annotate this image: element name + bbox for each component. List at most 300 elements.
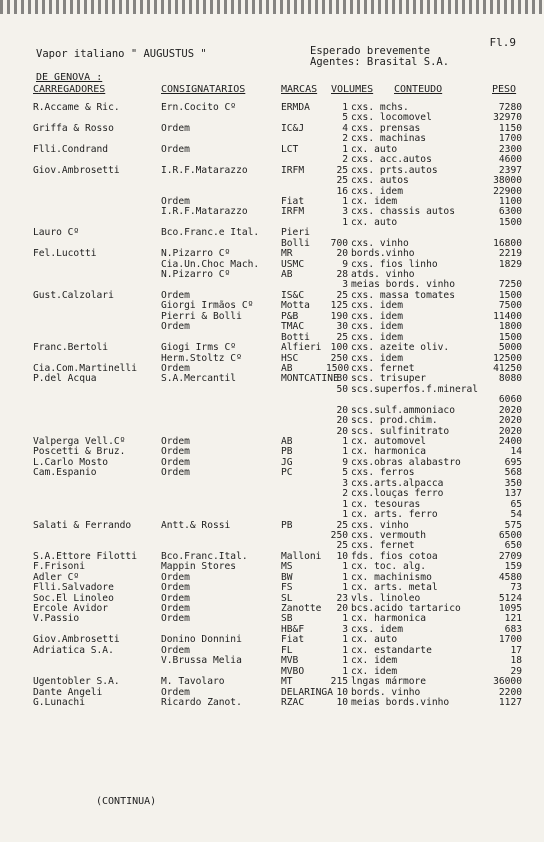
consignee-cell: S.A.Mercantil bbox=[161, 373, 237, 385]
table-row bbox=[0, 218, 544, 228]
contents-cell: cxs. prts.autos bbox=[351, 164, 438, 176]
weight-cell: 1127 bbox=[498, 696, 522, 708]
volume-cell: 3 bbox=[342, 477, 348, 489]
weight-cell: 650 bbox=[504, 540, 522, 552]
table-row bbox=[0, 270, 544, 280]
table-row bbox=[0, 228, 544, 238]
consignee-cell: Ordem bbox=[161, 467, 190, 479]
weight-cell: 54 bbox=[510, 509, 522, 521]
table-row bbox=[0, 521, 544, 531]
mark-cell: IRFM bbox=[281, 206, 305, 218]
table-row bbox=[0, 479, 544, 489]
contents-cell: cxs. machinas bbox=[351, 133, 427, 145]
table-row bbox=[0, 312, 544, 322]
consignor-cell: Ugentobler S.A. bbox=[33, 676, 120, 688]
contents-cell: cxs. chassis autos bbox=[351, 206, 455, 218]
consignor-cell: G.Lunachi bbox=[33, 696, 85, 708]
contents-cell: cxs.arts.alpacca bbox=[351, 477, 444, 489]
volume-cell: 125 bbox=[330, 300, 348, 312]
contents-cell: cx. toc. alg. bbox=[351, 561, 427, 573]
volume-cell: 25 bbox=[336, 164, 348, 176]
mark-cell: Zanotte bbox=[281, 603, 322, 614]
consignee-cell: Ordem bbox=[161, 446, 190, 458]
contents-cell: cxs. vinho bbox=[351, 519, 409, 531]
table-row bbox=[0, 614, 544, 624]
consignee-cell: Ordem bbox=[161, 686, 190, 698]
header-volumes: VOLUMES bbox=[331, 84, 374, 95]
volume-cell: 190 bbox=[330, 310, 348, 322]
volume-cell: 5 bbox=[342, 467, 348, 479]
weight-cell: 2300 bbox=[498, 143, 522, 155]
mark-cell: P&B bbox=[281, 310, 299, 322]
consignee-cell: Ordem bbox=[161, 644, 190, 656]
mark-cell: Alfieri bbox=[281, 342, 322, 354]
weight-cell: 8080 bbox=[498, 373, 522, 385]
contents-cell: cx. idem bbox=[351, 655, 398, 667]
volume-cell: 1 bbox=[342, 644, 348, 656]
volume-cell: 10 bbox=[336, 550, 348, 562]
consignee-cell: Herm.Stoltz Cº bbox=[161, 352, 242, 364]
table-row bbox=[0, 510, 544, 520]
mark-cell: ERMDA bbox=[281, 102, 310, 113]
weight-cell: 6300 bbox=[498, 206, 522, 218]
mark-cell: IRFM bbox=[281, 164, 305, 176]
weight-cell: 695 bbox=[504, 456, 522, 468]
weight-cell: 2020 bbox=[498, 415, 522, 427]
page-edge-scan-noise bbox=[0, 0, 544, 14]
volume-cell: 10 bbox=[336, 696, 348, 708]
table-row bbox=[0, 406, 544, 416]
mark-cell: IS&C bbox=[281, 289, 305, 301]
weight-cell: 41250 bbox=[493, 362, 522, 374]
header-contents: CONTEUDO bbox=[394, 84, 443, 95]
volume-cell: 3 bbox=[342, 206, 348, 218]
volume-cell: 3 bbox=[342, 623, 348, 635]
table-row bbox=[0, 489, 544, 499]
consignor-cell: Lauro Cº bbox=[33, 227, 80, 239]
consignor-cell: Adriatica S.A. bbox=[33, 644, 114, 656]
volume-cell: 10 bbox=[336, 686, 348, 698]
mark-cell: Motta bbox=[281, 300, 310, 312]
volume-cell: 100 bbox=[330, 342, 348, 354]
volume-cell: 9 bbox=[342, 456, 348, 468]
consignee-cell: Giorgi Irmãos Cº bbox=[161, 300, 254, 312]
volume-cell: 1 bbox=[342, 665, 348, 677]
weight-cell: 65 bbox=[510, 498, 522, 510]
table-row bbox=[0, 385, 544, 395]
mark-cell: IC&J bbox=[281, 122, 305, 134]
mark-cell: BW bbox=[281, 571, 293, 583]
volume-cell: 1 bbox=[342, 655, 348, 667]
consignee-cell: Cia.Un.Choc Mach. bbox=[161, 258, 260, 270]
origin-port: DE GENOVA : bbox=[36, 72, 103, 83]
consignor-cell: Adler Cº bbox=[33, 571, 80, 583]
volume-cell: 1 bbox=[342, 446, 348, 458]
consignee-cell: Ordem bbox=[161, 289, 190, 301]
consignee-cell: Ordem bbox=[161, 436, 190, 447]
weight-cell: 1095 bbox=[498, 603, 522, 614]
table-row bbox=[0, 677, 544, 687]
weight-cell: 1100 bbox=[498, 195, 522, 207]
contents-cell: cx. harmonica bbox=[351, 446, 427, 458]
contents-cell: fds. fios cotoa bbox=[351, 550, 438, 562]
weight-cell: 7250 bbox=[498, 279, 522, 291]
weight-cell: 121 bbox=[504, 613, 522, 625]
contents-cell: bords.vinho bbox=[351, 248, 415, 260]
table-row bbox=[0, 103, 544, 113]
weight-cell: 1500 bbox=[498, 289, 522, 301]
weight-cell: 6060 bbox=[498, 394, 522, 406]
consignee-cell: Giogi Irms Cº bbox=[161, 342, 237, 354]
table-row bbox=[0, 531, 544, 541]
contents-cell: cxs. idem bbox=[351, 623, 403, 635]
consignee-cell: Ordem bbox=[161, 321, 190, 333]
consignee-cell: Donino Donnini bbox=[161, 634, 242, 646]
weight-cell: 1829 bbox=[498, 258, 522, 270]
weight-cell: 2200 bbox=[498, 686, 522, 698]
table-row bbox=[0, 291, 544, 301]
volume-cell: 25 bbox=[336, 540, 348, 552]
volume-cell: 50 bbox=[336, 383, 348, 395]
consignee-cell: Mappin Stores bbox=[161, 561, 237, 573]
weight-cell: 7280 bbox=[498, 102, 522, 113]
weight-cell: 38000 bbox=[493, 175, 522, 187]
table-row bbox=[0, 176, 544, 186]
consignee-cell: Ordem bbox=[161, 571, 190, 583]
table-row bbox=[0, 395, 544, 405]
table-row bbox=[0, 562, 544, 572]
weight-cell: 159 bbox=[504, 561, 522, 573]
contents-cell: scs. trisuper bbox=[351, 373, 427, 385]
table-row bbox=[0, 656, 544, 666]
contents-cell: cxs. azeite oliv. bbox=[351, 342, 450, 354]
contents-cell: cxs. fios linho bbox=[351, 258, 438, 270]
volume-cell: 1 bbox=[342, 216, 348, 228]
mark-cell: MS bbox=[281, 561, 293, 573]
consignee-cell: I.R.F.Matarazzo bbox=[161, 206, 248, 218]
weight-cell: 1500 bbox=[498, 331, 522, 343]
weight-cell: 29 bbox=[510, 665, 522, 677]
contents-cell: cxs. autos bbox=[351, 175, 409, 187]
volume-cell: 700 bbox=[330, 237, 348, 249]
mark-cell: MT bbox=[281, 676, 293, 688]
table-row bbox=[0, 145, 544, 155]
mark-cell: MONTCATINE bbox=[281, 373, 339, 385]
agents-line: Agentes: Brasital S.A. bbox=[310, 56, 450, 68]
consignee-cell: I.R.F.Matarazzo bbox=[161, 164, 248, 176]
mark-cell: AB bbox=[281, 362, 293, 374]
table-row bbox=[0, 583, 544, 593]
mark-cell: RZAC bbox=[281, 696, 305, 708]
mark-cell: FL bbox=[281, 644, 293, 656]
weight-cell: 683 bbox=[504, 623, 522, 635]
weight-cell: 2397 bbox=[498, 164, 522, 176]
contents-cell: bcs.acido tartarico bbox=[351, 603, 461, 614]
volume-cell: 215 bbox=[330, 676, 348, 688]
mark-cell: AB bbox=[281, 269, 293, 280]
consignee-cell: N.Pizarro Cº bbox=[161, 248, 231, 260]
weight-cell: 32970 bbox=[493, 112, 522, 124]
mark-cell: SB bbox=[281, 613, 293, 625]
table-row bbox=[0, 468, 544, 478]
weight-cell: 18 bbox=[510, 655, 522, 667]
weight-cell: 73 bbox=[510, 582, 522, 594]
table-row bbox=[0, 124, 544, 134]
mark-cell: HSC bbox=[281, 352, 299, 364]
volume-cell: 28 bbox=[336, 269, 348, 280]
volume-cell: 2 bbox=[342, 133, 348, 145]
table-row bbox=[0, 416, 544, 426]
volume-cell: 1 bbox=[342, 498, 348, 510]
consignor-cell: L.Carlo Mosto bbox=[33, 456, 109, 468]
contents-cell: cxs. fernet bbox=[351, 540, 415, 552]
weight-cell: 36000 bbox=[493, 676, 522, 688]
continued-note: (CONTINUA) bbox=[96, 796, 157, 807]
weight-cell: 1700 bbox=[498, 133, 522, 145]
contents-cell: cxs. idem bbox=[351, 321, 403, 333]
contents-cell: cxs. idem bbox=[351, 331, 403, 343]
mark-cell: TMAC bbox=[281, 321, 305, 333]
mark-cell: Bolli bbox=[281, 237, 310, 249]
consignor-cell: R.Accame & Ric. bbox=[33, 102, 120, 113]
mark-cell: Fiat bbox=[281, 634, 305, 646]
weight-cell: 1800 bbox=[498, 321, 522, 333]
contents-cell: cxs.louças ferro bbox=[351, 488, 444, 500]
consignor-cell: F.Frisoni bbox=[33, 561, 85, 573]
consignor-cell: Franc.Bertoli bbox=[33, 342, 109, 354]
weight-cell: 4600 bbox=[498, 154, 522, 166]
consignor-cell: S.A.Ettore Filotti bbox=[33, 550, 137, 562]
consignor-cell: Soc.El Linoleo bbox=[33, 592, 114, 604]
volume-cell: 2 bbox=[342, 488, 348, 500]
volume-cell: 30 bbox=[336, 321, 348, 333]
table-row bbox=[0, 646, 544, 656]
volume-cell: 4 bbox=[342, 122, 348, 134]
contents-cell: scs. sulfinitrato bbox=[351, 425, 450, 437]
contents-cell: cx. auto bbox=[351, 143, 398, 155]
volume-cell: 25 bbox=[336, 519, 348, 531]
weight-cell: 350 bbox=[504, 477, 522, 489]
contents-cell: vls. linoleo bbox=[351, 592, 421, 604]
contents-cell: cx. arts. ferro bbox=[351, 509, 438, 521]
weight-cell: 14 bbox=[510, 446, 522, 458]
weight-cell: 1150 bbox=[498, 122, 522, 134]
table-row bbox=[0, 301, 544, 311]
volume-cell: 1 bbox=[342, 613, 348, 625]
consignee-cell: V.Brussa Melia bbox=[161, 655, 242, 667]
consignor-cell: Poscetti & Bruz. bbox=[33, 446, 126, 458]
weight-cell: 11400 bbox=[493, 310, 522, 322]
weight-cell: 7500 bbox=[498, 300, 522, 312]
contents-cell: cxs. prensas bbox=[351, 122, 421, 134]
volume-cell: 25 bbox=[336, 331, 348, 343]
consignee-cell: Ordem bbox=[161, 195, 190, 207]
contents-cell: cxs. vermouth bbox=[351, 529, 427, 541]
volume-cell: 2 bbox=[342, 154, 348, 166]
header-marks: MARCAS bbox=[281, 84, 318, 95]
consignor-cell: Flli.Salvadore bbox=[33, 582, 114, 594]
mark-cell: AB bbox=[281, 436, 293, 447]
volume-cell: 20 bbox=[336, 603, 348, 614]
table-row bbox=[0, 187, 544, 197]
contents-cell: cxs.obras alabastro bbox=[351, 456, 461, 468]
weight-cell: 137 bbox=[504, 488, 522, 500]
consignee-cell: Bco.Franc.Ital. bbox=[161, 550, 248, 562]
mark-cell: FS bbox=[281, 582, 293, 594]
consignee-cell: M. Tavolaro bbox=[161, 676, 225, 688]
weight-cell: 16800 bbox=[493, 237, 522, 249]
contents-cell: cxs. idem bbox=[351, 300, 403, 312]
volume-cell: 1 bbox=[342, 561, 348, 573]
contents-cell: scs. prod.chim. bbox=[351, 415, 438, 427]
weight-cell: 2219 bbox=[498, 248, 522, 260]
consignee-cell: Ern.Cocito Cº bbox=[161, 102, 237, 113]
weight-cell: 575 bbox=[504, 519, 522, 531]
mark-cell: Malloni bbox=[281, 550, 322, 562]
weight-cell: 6500 bbox=[498, 529, 522, 541]
volume-cell: 5 bbox=[342, 112, 348, 124]
contents-cell: cx. estandarte bbox=[351, 644, 432, 656]
weight-cell: 1500 bbox=[498, 216, 522, 228]
consignee-cell: Bco.Franc.e Ital. bbox=[161, 227, 260, 239]
table-row bbox=[0, 207, 544, 217]
table-row bbox=[0, 698, 544, 708]
mark-cell: MVBO bbox=[281, 665, 305, 677]
consignor-cell: Giov.Ambrosetti bbox=[33, 634, 120, 646]
contents-cell: cx. auto bbox=[351, 216, 398, 228]
weight-cell: 12500 bbox=[493, 352, 522, 364]
contents-cell: cx. auto bbox=[351, 634, 398, 646]
header-consignees: CONSIGNATARIOS bbox=[161, 84, 246, 95]
weight-cell: 5124 bbox=[498, 592, 522, 604]
contents-cell: lngas mármore bbox=[351, 676, 427, 688]
volume-cell: 3 bbox=[342, 279, 348, 291]
contents-cell: bords. vinho bbox=[351, 686, 421, 698]
contents-cell: cxs. idem bbox=[351, 310, 403, 322]
contents-cell: cx. arts. metal bbox=[351, 582, 438, 594]
manifest-table bbox=[0, 103, 544, 708]
contents-cell: cx. tesouras bbox=[351, 498, 421, 510]
consignor-cell: P.del Acqua bbox=[33, 373, 97, 385]
consignor-cell: Cam.Espanio bbox=[33, 467, 97, 479]
weight-cell: 17 bbox=[510, 644, 522, 656]
volume-cell: 1 bbox=[342, 509, 348, 521]
volume-cell: 1 bbox=[342, 102, 348, 113]
table-row bbox=[0, 322, 544, 332]
mark-cell: Fiat bbox=[281, 195, 305, 207]
mark-cell: MR bbox=[281, 248, 293, 260]
contents-cell: scs.superfos.f.mineral bbox=[351, 383, 479, 395]
consignee-cell: Ordem bbox=[161, 603, 190, 614]
volume-cell: 20 bbox=[336, 415, 348, 427]
volume-cell: 1 bbox=[342, 195, 348, 207]
contents-cell: cxs. idem bbox=[351, 185, 403, 197]
volume-cell: 9 bbox=[342, 258, 348, 270]
consignor-cell: Cia.Com.Martinelli bbox=[33, 362, 137, 374]
table-row bbox=[0, 197, 544, 207]
consignee-cell: Antt.& Rossi bbox=[161, 519, 231, 531]
consignor-cell: Gust.Calzolari bbox=[33, 289, 114, 301]
contents-cell: cxs. vinho bbox=[351, 237, 409, 249]
volume-cell: 1 bbox=[342, 571, 348, 583]
consignor-cell: Flli.Condrand bbox=[33, 143, 109, 155]
volume-cell: 1 bbox=[342, 582, 348, 594]
consignor-cell: Valperga Vell.Cº bbox=[33, 436, 126, 447]
contents-cell: cxs. idem bbox=[351, 352, 403, 364]
table-row bbox=[0, 166, 544, 176]
consignee-cell: Pierri & Bolli bbox=[161, 310, 242, 322]
volume-cell: 20 bbox=[336, 425, 348, 437]
consignor-cell: Salati & Ferrando bbox=[33, 519, 132, 531]
volume-cell: 20 bbox=[336, 404, 348, 416]
volume-cell: 16 bbox=[336, 185, 348, 197]
vessel-name: Vapor italiano " AUGUSTUS " bbox=[36, 48, 207, 60]
contents-cell: cx. harmonica bbox=[351, 613, 427, 625]
weight-cell: 2020 bbox=[498, 404, 522, 416]
contents-cell: atds. vinho bbox=[351, 269, 415, 280]
consignee-cell: Ordem bbox=[161, 592, 190, 604]
contents-cell: cxs. fernet bbox=[351, 362, 415, 374]
consignee-cell: Ricardo Zanot. bbox=[161, 696, 242, 708]
consignee-cell: Ordem bbox=[161, 582, 190, 594]
contents-cell: cx. automovel bbox=[351, 436, 427, 447]
contents-cell: cxs. mchs. bbox=[351, 102, 409, 113]
volume-cell: 1 bbox=[342, 143, 348, 155]
volume-cell: 1 bbox=[342, 634, 348, 646]
expected-note bbox=[310, 46, 449, 68]
weight-cell: 2709 bbox=[498, 550, 522, 562]
consignor-cell: Griffa & Rosso bbox=[33, 122, 114, 134]
mark-cell: SL bbox=[281, 592, 293, 604]
consignor-cell: Dante Angeli bbox=[33, 686, 103, 698]
consignor-cell: Ercole Avidor bbox=[33, 603, 109, 614]
mark-cell: PB bbox=[281, 519, 293, 531]
consignor-cell: Giov.Ambrosetti bbox=[33, 164, 120, 176]
contents-cell: meias bords.vinho bbox=[351, 696, 450, 708]
consignee-cell: N.Pizarro Cº bbox=[161, 269, 231, 280]
table-row bbox=[0, 343, 544, 353]
table-row bbox=[0, 500, 544, 510]
weight-cell: 4580 bbox=[498, 571, 522, 583]
weight-cell: 22900 bbox=[493, 185, 522, 197]
contents-cell: cx. idem bbox=[351, 195, 398, 207]
contents-cell: scs.sulf.ammoniaco bbox=[351, 404, 455, 416]
weight-cell: 568 bbox=[504, 467, 522, 479]
mark-cell: Pieri bbox=[281, 227, 310, 239]
mark-cell: PC bbox=[281, 467, 293, 479]
volume-cell: 250 bbox=[330, 352, 348, 364]
consignor-cell: Fel.Lucotti bbox=[33, 248, 97, 260]
mark-cell: JG bbox=[281, 456, 293, 468]
consignee-cell: Ordem bbox=[161, 362, 190, 374]
expected-line: Esperado brevemente bbox=[310, 45, 431, 57]
volume-cell: 250 bbox=[330, 529, 348, 541]
mark-cell: HB&F bbox=[281, 623, 305, 635]
table-row bbox=[0, 249, 544, 259]
mark-cell: MVB bbox=[281, 655, 299, 667]
volume-cell: 80 bbox=[336, 373, 348, 385]
mark-cell: LCT bbox=[281, 143, 299, 155]
consignee-cell: Ordem bbox=[161, 143, 190, 155]
header-weight: PESO bbox=[492, 84, 517, 95]
mark-cell: USMC bbox=[281, 258, 305, 270]
volume-cell: 25 bbox=[336, 175, 348, 187]
volume-cell: 20 bbox=[336, 248, 348, 260]
volume-cell: 1500 bbox=[326, 362, 350, 374]
mark-cell: DELARINGA bbox=[281, 686, 333, 698]
contents-cell: cxs. massa tomates bbox=[351, 289, 455, 301]
header-consignors: CARREGADORES bbox=[33, 84, 106, 95]
